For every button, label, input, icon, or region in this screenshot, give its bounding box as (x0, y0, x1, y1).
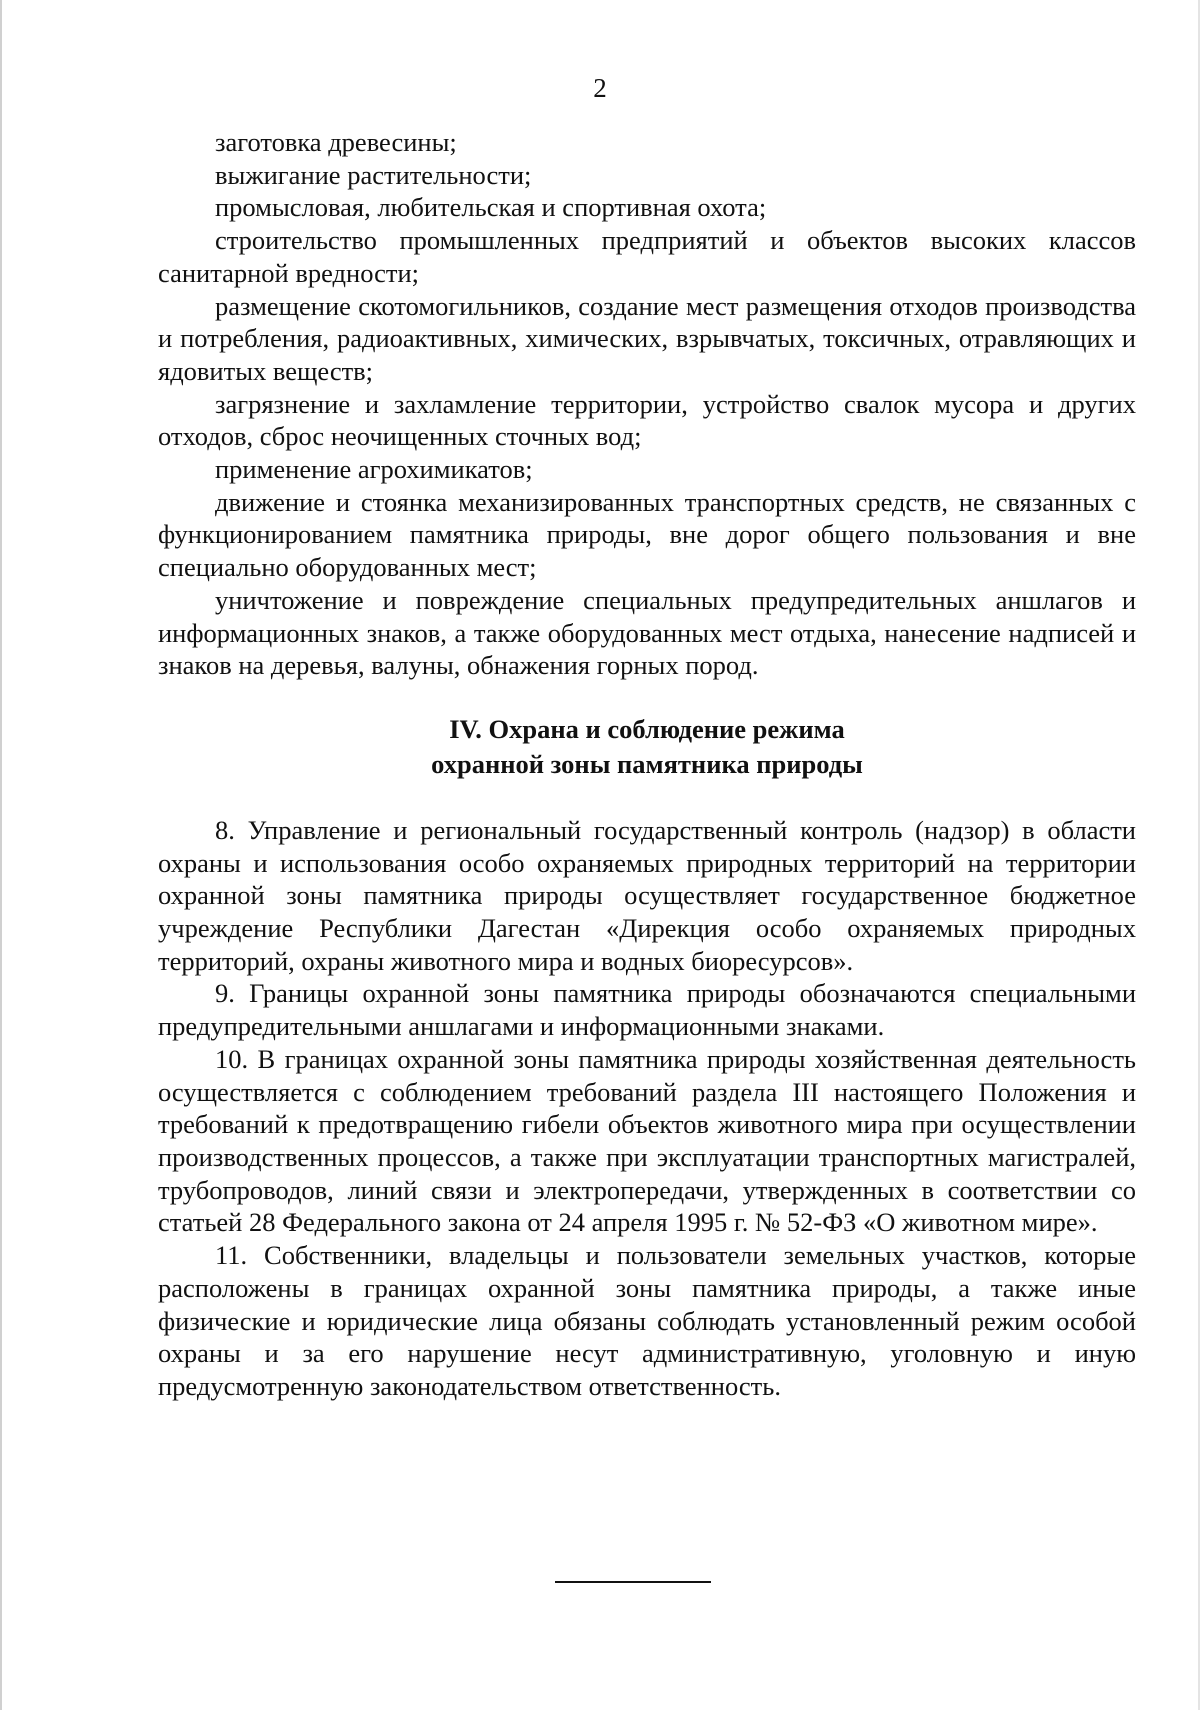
paragraph-8: 8. Управление и региональный государственный контроль (надзор) в области охраны и использования особо охраняемых природных территорий на территории охранной зоны памятника природы осуществляет государственное бюджетное учреждение Республики Дагестан «Дирекция особо охраняемых природных территорий, охраны животного мира и водных биоресурсов». (158, 814, 1136, 976)
scan-left-edge (0, 0, 2, 1710)
list-item: движение и стоянка механизированных транспортных средств, не связанных с функционированием памятника природы, вне дорог общего пользования и вне специально оборудованных мест; (158, 486, 1136, 583)
paragraph-9: 9. Границы охранной зоны памятника природы обозначаются специальными предупредительными аншлагами и информационными знаками. (158, 978, 1136, 1042)
list-item: применение агрохимикатов; (215, 454, 533, 485)
list-item: выжигание растительности; (215, 159, 532, 190)
paragraph-11: 11. Собственники, владельцы и пользователи земельных участков, которые расположены в границах охранной зоны памятника природы, а также иные физические и юридические лица обязаны соблюдать установленный режим особой охраны и за его нарушение несут административную, уголовную и иную предусмотренную законодательством ответственность. (158, 1240, 1136, 1401)
list-item: размещение скотомогильников, создание мест размещения отходов производства и потребления, радиоактивных, химических, взрывчатых, токсичных, отравляющих и ядовитых веществ; (158, 290, 1136, 386)
section-heading (158, 712, 1136, 782)
page-number: 2 (593, 73, 607, 103)
list-item: уничтожение и повреждение специальных предупредительных аншлагов и информационных знаков, а также оборудованных мест отдыха, нанесение надписей и знаков на деревья, валуны, обнажения горных пород. (158, 584, 1136, 681)
list-item: загрязнение и захламление территории, устройство свалок мусора и других отходов, сброс неочищенных сточных вод; (158, 388, 1136, 452)
list-item: промысловая, любительская и спортивная охота; (215, 192, 767, 223)
section-heading-line-1: IV. Охрана и соблюдение режима (449, 713, 845, 744)
list-item: строительство промышленных предприятий и объектов высоких классов санитарной вредности; (158, 225, 1136, 288)
section-heading-line-2: охранной зоны памятника природы (431, 748, 863, 779)
paragraph-10: 10. В границах охранной зоны памятника природы хозяйственная деятельность осуществляется с соблюдением требований раздела III настоящего Положения и требований к предотвращению гибели объектов животного мира при осуществлении производственных процессов, а также при эксплуатации транспортных магистралей, трубопроводов, линий связи и электропередачи, утвержденных в соответствии со статьей 28 Федерального закона от 24 апреля 1995 г. № 52-ФЗ «О животном мире». (158, 1043, 1136, 1238)
list-item: заготовка древесины; (215, 127, 457, 157)
end-of-document-rule (555, 1581, 711, 1583)
document-body (158, 126, 1136, 1403)
